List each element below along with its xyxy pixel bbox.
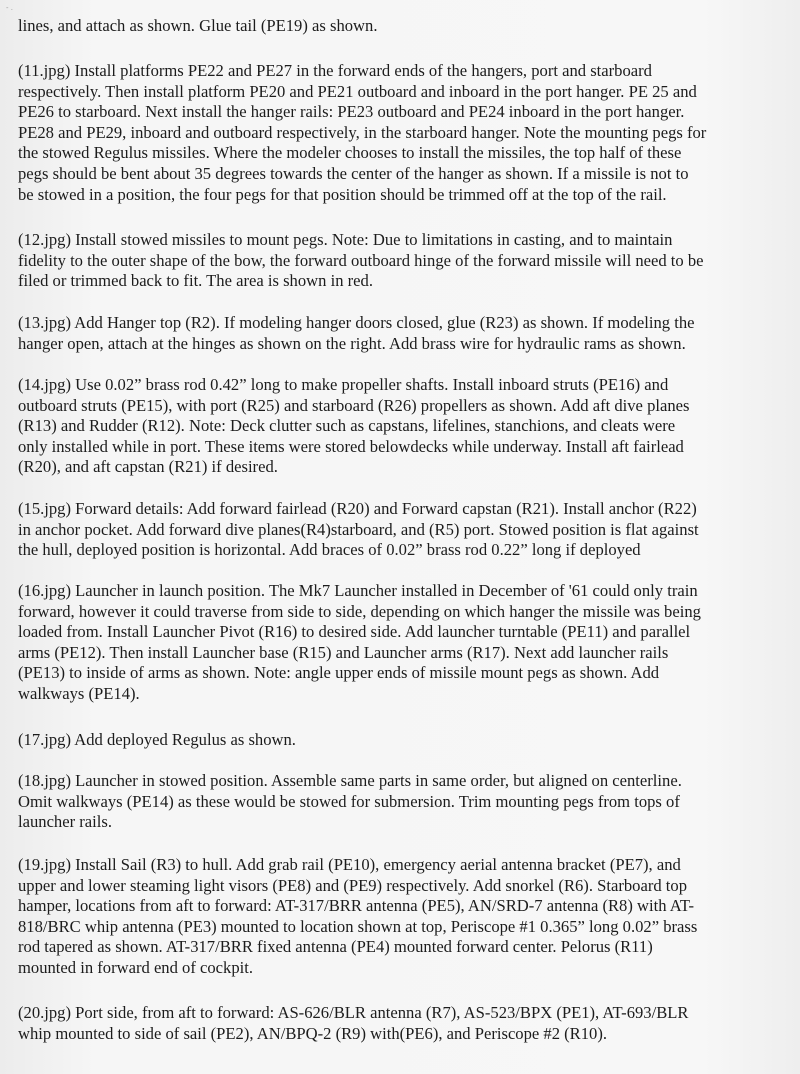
text-line: be stowed in a position, the four pegs for that position should be trimmed off at the top of the rail. [18, 184, 667, 204]
text-line: (16.jpg) Launcher in launch position. The Mk7 Launcher installed in December of '61 could only train [18, 581, 698, 600]
text-line: walkways (PE14). [18, 683, 140, 703]
text-line: (20.jpg) Port side, from aft to forward: AS-626/BLR antenna (R7), AS-523/BPX (PE1), AT-693/BLR [18, 1003, 689, 1022]
text-line: (19.jpg) Install Sail (R3) to hull. Add grab rail (PE10), emergency aerial antenna bracket (PE7), and [18, 855, 681, 874]
text-line: the hull, deployed position is horizontal. Add braces of 0.02” brass rod 0.22” long if deployed [18, 540, 641, 560]
text-line: the stowed Regulus missiles. Where the modeler chooses to install the missiles, the top half of these [18, 143, 682, 163]
text-line: upper and lower steaming light visors (PE8) and (PE9) respectively. Add snorkel (R6). Starboard top [18, 875, 687, 895]
text-line: hanger open, attach at the hinges as shown on the right. Add brass wire for hydraulic rams as shown. [18, 333, 686, 353]
text-line: respectively. Then install platform PE20 and PE21 outboard and inboard in the port hanger. PE 25 and [18, 81, 697, 101]
paragraph-step-14 [18, 375, 778, 478]
paragraph-step-15 [18, 499, 778, 561]
text-line: (PE13) to inside of arms as shown. Note: angle upper ends of missile mount pegs as shown. Add [18, 663, 660, 683]
paragraph-tail-step [18, 16, 778, 37]
text-line: PE28 and PE29, inboard and outboard respectively, in the starboard hanger. Note the mounting pegs for [18, 122, 707, 142]
text-line: forward, however it could traverse from side to side, depending on which hanger the missile was being [18, 601, 701, 621]
text-line: in anchor pocket. Add forward dive planes(R4)starboard, and (R5) port. Stowed position is flat against [18, 519, 699, 539]
paragraph-step-19 [18, 855, 778, 979]
paragraph-step-12 [18, 230, 778, 292]
text-line: only installed while in port. These items were stored belowdecks while underway. Install aft fairlead [18, 436, 684, 456]
text-line: PE26 to starboard. Next install the hanger rails: PE23 outboard and PE24 inboard in the port hanger. [18, 102, 685, 122]
text-line: launcher rails. [18, 812, 112, 832]
paragraph-step-18 [18, 771, 778, 833]
text-line: rod tapered as shown. AT-317/BRR fixed antenna (PE4) mounted forward center. Pelorus (R11) [18, 937, 653, 957]
text-line: 818/BRC whip antenna (PE3) mounted to location shown at top, Periscope #1 0.365” long 0.02” brass [18, 916, 698, 936]
text-line: (15.jpg) Forward details: Add forward fairlead (R20) and Forward capstan (R21). Install anchor (R22) [18, 499, 697, 518]
paragraph-step-11 [18, 61, 778, 205]
text-line: mounted in forward end of cockpit. [18, 957, 254, 977]
text-line: (12.jpg) Install stowed missiles to mount pegs. Note: Due to limitations in casting, and to maintain [18, 230, 673, 249]
text-line: (18.jpg) Launcher in stowed position. Assemble same parts in same order, but aligned on centerline. [18, 771, 682, 790]
scan-mark: - . [6, 4, 13, 12]
text-line: outboard struts (PE15), with port (R25) and starboard (R26) propellers as shown. Add aft dive planes [18, 395, 690, 415]
paragraph-step-20 [18, 1003, 778, 1044]
paragraph-step-17 [18, 730, 778, 751]
text-line: whip mounted to side of sail (PE2), AN/BPQ-2 (R9) with(PE6), and Periscope #2 (R10). [18, 1023, 608, 1043]
paragraph-step-16 [18, 581, 778, 705]
text-line: filed or trimmed back to fit. The area is shown in red. [18, 271, 373, 291]
paragraph-step-13 [18, 313, 778, 354]
text-line: fidelity to the outer shape of the bow, the forward outboard hinge of the forward missile will need to be [18, 250, 704, 270]
text-line: arms (PE12). Then install Launcher base (R15) and Launcher arms (R17). Next add launcher rails [18, 642, 669, 662]
text-line: (R20), and aft capstan (R21) if desired. [18, 457, 278, 477]
text-line: loaded from. Install Launcher Pivot (R16) to desired side. Add launcher turntable (PE11) and parallel [18, 622, 691, 642]
text-line: (14.jpg) Use 0.02” brass rod 0.42” long to make propeller shafts. Install inboard struts (PE16) and [18, 375, 669, 394]
text-line: (11.jpg) Install platforms PE22 and PE27 in the forward ends of the hangers, port and starboard [18, 61, 652, 80]
text-line: (17.jpg) Add deployed Regulus as shown. [18, 730, 296, 749]
text-line: (R13) and Rudder (R12). Note: Deck clutter such as capstans, lifelines, stanchions, and cleats were [18, 416, 676, 436]
text-line: pegs should be bent about 35 degrees towards the center of the hanger as shown. If a missile is not to [18, 163, 689, 183]
text-line: hamper, locations from aft to forward: AT-317/BRR antenna (PE5), AN/SRD-7 antenna (R8) with AT- [18, 896, 695, 916]
text-line: (13.jpg) Add Hanger top (R2). If modeling hanger doors closed, glue (R23) as shown. If modeling the [18, 313, 695, 332]
text-line: Omit walkways (PE14) as these would be stowed for submersion. Trim mounting pegs from tops of [18, 791, 680, 811]
text-line: lines, and attach as shown. Glue tail (PE19) as shown. [18, 16, 378, 35]
